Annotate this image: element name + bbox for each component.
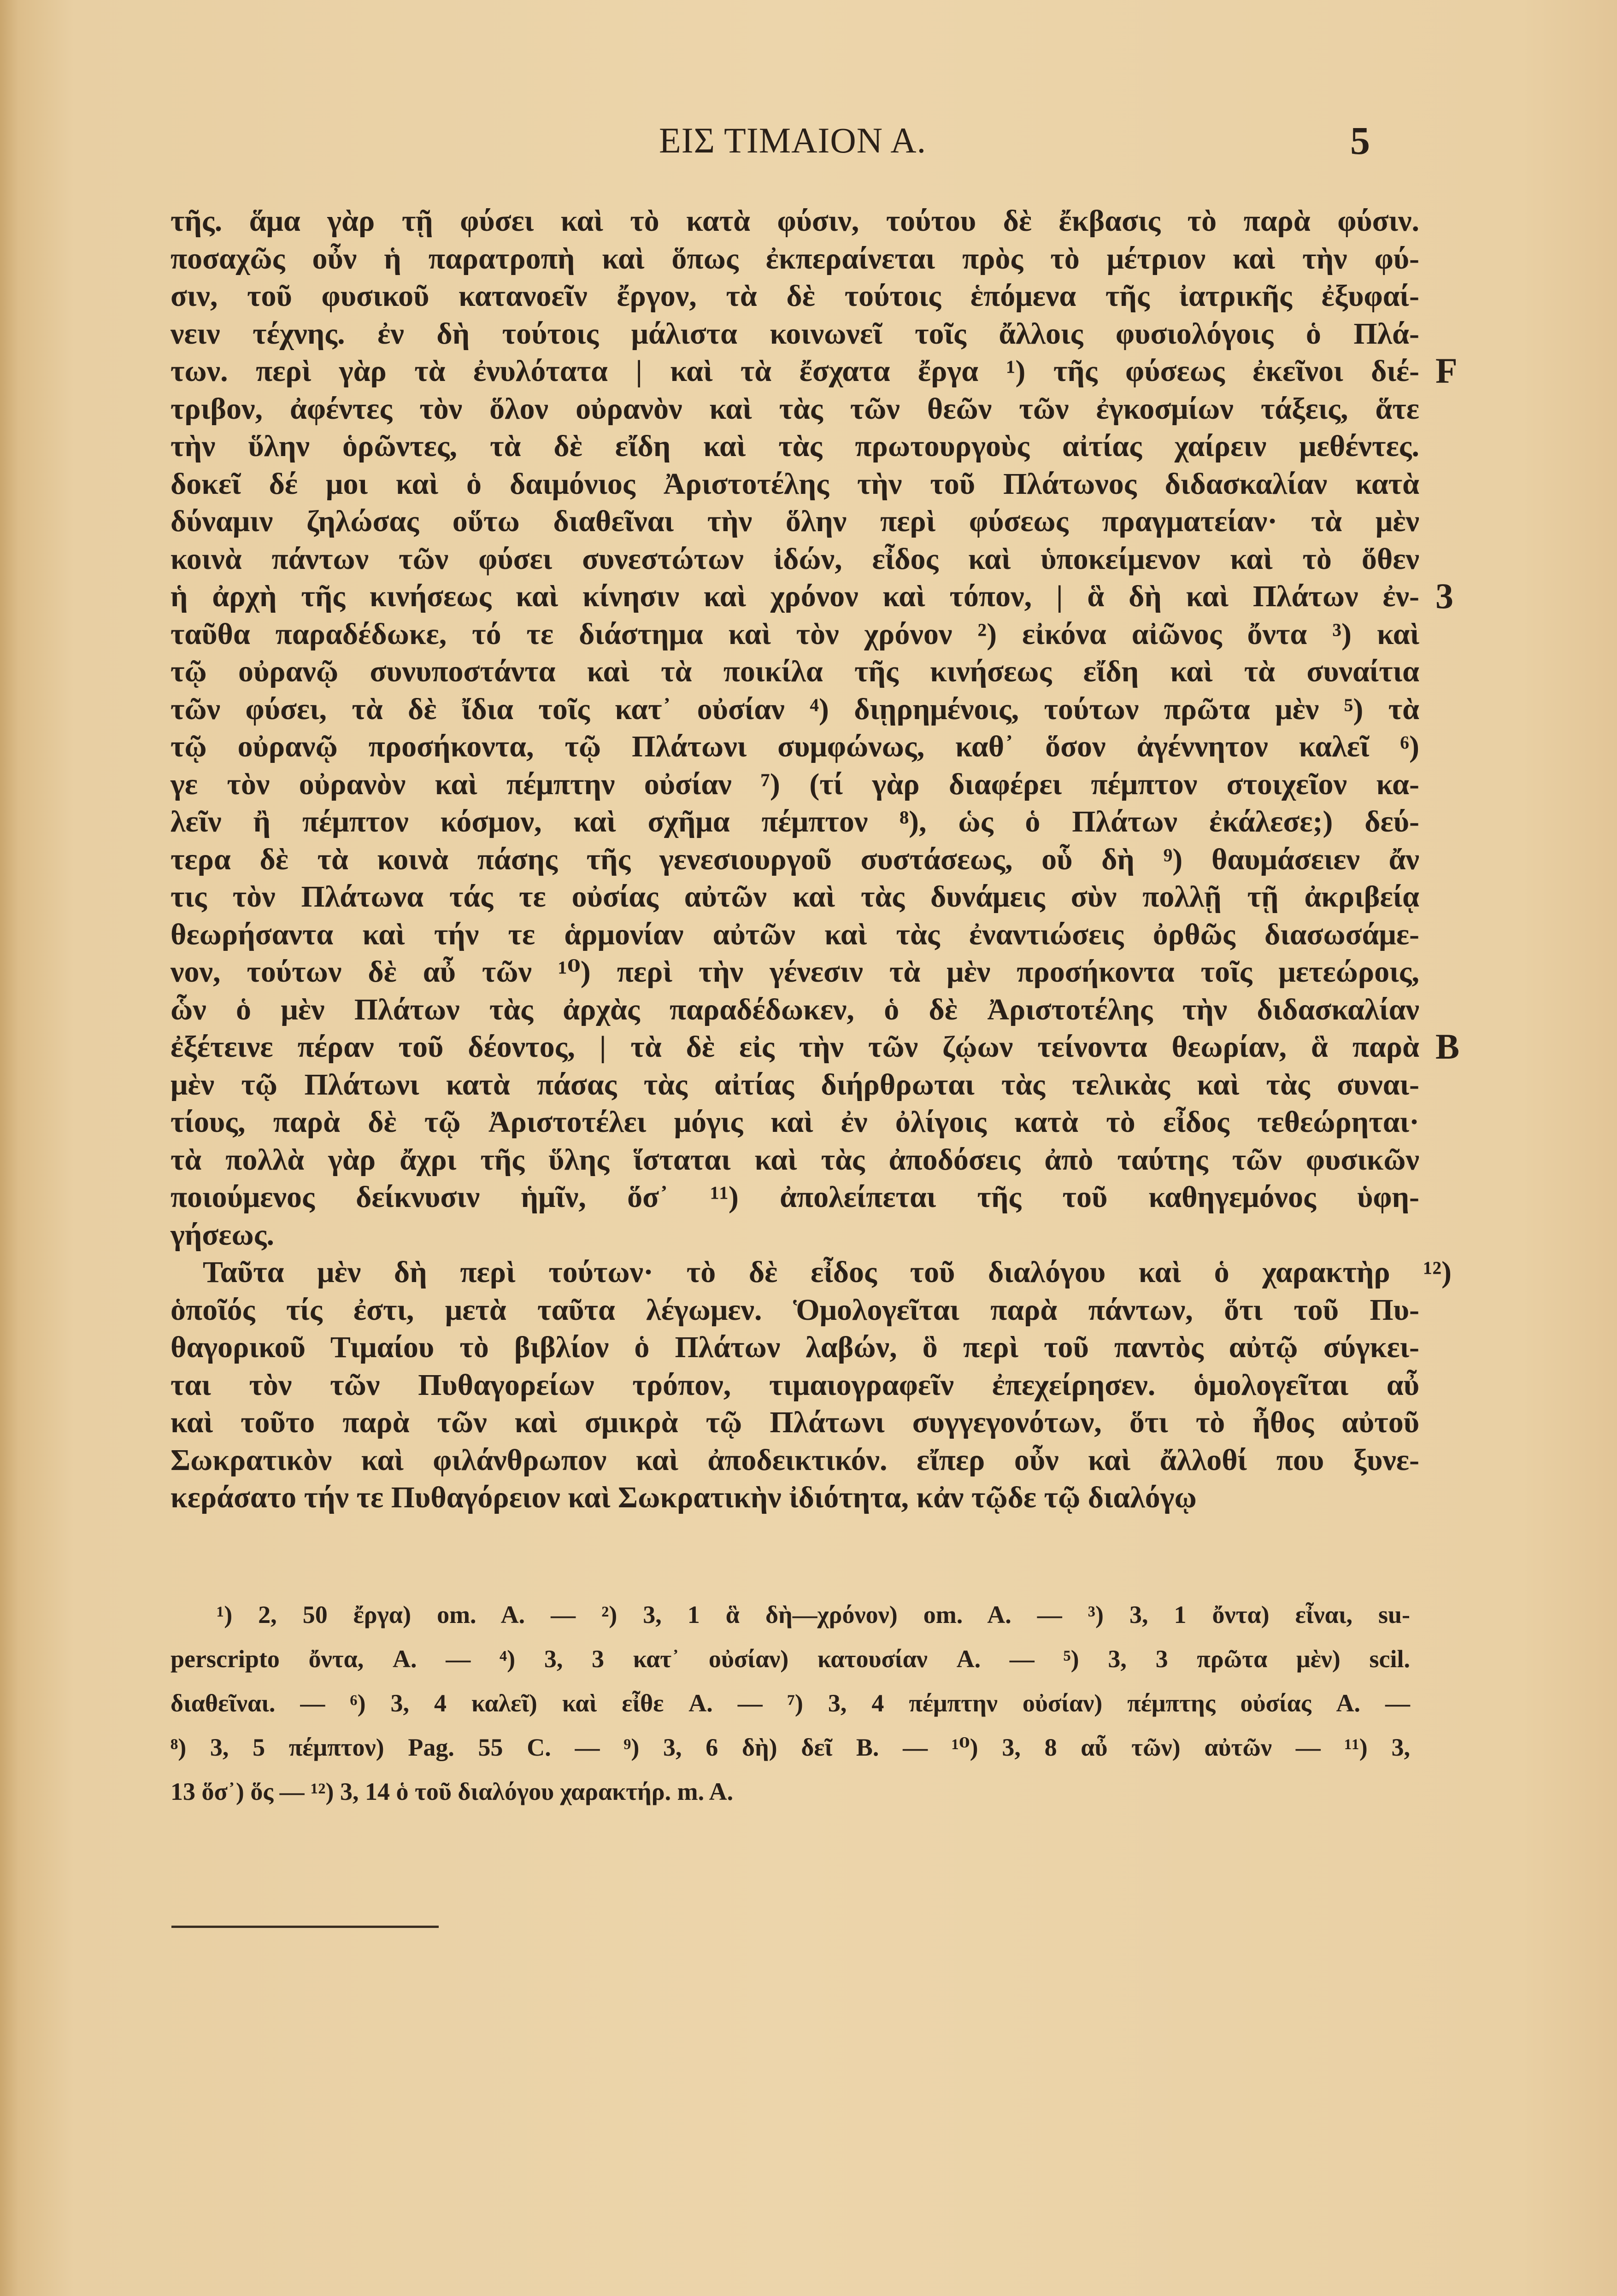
text-line-content: τῷ οὐρανῷ προσήκοντα, τῷ Πλάτωνι συμφώνως, καθ᾽ ὅσον ἀγέννητον καλεῖ ⁶) xyxy=(171,730,1419,763)
text-line-content: καὶ τοῦτο παρὰ τῶν καὶ σμικρὰ τῷ Πλάτωνι συγγεγονότων, ὅτι τὸ ἦθος αὐτοῦ xyxy=(171,1406,1419,1439)
text-line xyxy=(171,278,1419,315)
footnote-line: ⁸) 3, 5 πέμπτον) Pag. 55 C. — ⁹) 3, 6 δὴ) δεῖ B. — ¹⁰) 3, 8 αὖ τῶν) αὐτῶν — ¹¹) 3, xyxy=(171,1734,1410,1761)
text-line-content: τριβον, ἀφέντες τὸν ὅλον οὐρανὸν καὶ τὰς τῶν θεῶν τῶν ἐγκοσμίων τάξεις, ἅτε xyxy=(171,392,1419,426)
text-line xyxy=(171,1329,1419,1366)
text-line xyxy=(171,1404,1419,1441)
running-header: ΕΙΣ ΤΙΜΑΙΟΝ Α. xyxy=(659,120,927,160)
text-line-content: θεωρήσαντα καὶ τήν τε ἁρμονίαν αὐτῶν καὶ τὰς ἐναντιώσεις ὀρθῶς διασωσάμε- xyxy=(171,917,1419,951)
text-line xyxy=(171,503,1419,540)
text-line-content: νειν τέχνης. ἐν δὴ τούτοις μάλιστα κοινωνεῖ τοῖς ἄλλοις φυσιολόγοις ὁ Πλά- xyxy=(171,316,1419,351)
text-line-content: τις τὸν Πλάτωνα τάς τε οὐσίας αὐτῶν καὶ τὰς δυνάμεις σὺν πολλῇ τῇ ἀκριβείᾳ xyxy=(171,880,1419,914)
text-line-content: ποσαχῶς οὖν ἡ παρατροπὴ καὶ ὅπως ἐκπεραίνεται πρὸς τὸ μέτριον καὶ τὴν φύ- xyxy=(171,241,1419,275)
text-line-content: δύναμιν ζηλώσας οὕτω διαθεῖναι τὴν ὅλην περὶ φύσεως πραγματείαν· τὰ μὲν xyxy=(171,504,1419,538)
text-line xyxy=(171,1066,1419,1103)
text-line xyxy=(171,466,1419,503)
text-line-content: νον, τούτων δὲ αὖ τῶν ¹⁰) περὶ τὴν γένεσιν τὰ μὲν προσήκοντα τοῖς μετεώροις, xyxy=(171,955,1419,989)
text-line xyxy=(171,1254,1452,1291)
text-line xyxy=(171,1179,1419,1216)
text-line xyxy=(171,1479,1419,1516)
footnote-line: ¹) 2, 50 ἔργα) om. A. — ²) 3, 1 ἃ δὴ—χρόνον) om. A. — ³) 3, 1 ὄντα) εἶναι, su- xyxy=(217,1601,1410,1628)
text-line xyxy=(171,841,1419,878)
text-line-content: τῷ οὐρανῷ συνυποστάντα καὶ τὰ ποικίλα τῆς κινήσεως εἴδη καὶ τὰ συναίτια xyxy=(171,655,1419,688)
text-line xyxy=(171,428,1419,465)
text-line xyxy=(171,728,1419,765)
text-line xyxy=(171,691,1419,728)
text-line xyxy=(171,766,1419,803)
text-line-content: τῆς. ἅμα γὰρ τῇ φύσει καὶ τὸ κατὰ φύσιν, τούτου δὲ ἔκβασις τὸ παρὰ φύσιν. xyxy=(171,204,1419,238)
text-line xyxy=(171,954,1419,990)
text-line xyxy=(171,1292,1419,1329)
text-line xyxy=(171,1142,1419,1178)
text-line xyxy=(171,616,1419,653)
margin-reference: F xyxy=(1435,351,1458,391)
text-line-content: δοκεῖ δέ μοι καὶ ὁ δαιμόνιος Ἀριστοτέλης τὴν τοῦ Πλάτωνος διδασκαλίαν κατὰ xyxy=(171,467,1419,501)
text-line-content: τερα δὲ τὰ κοινὰ πάσης τῆς γενεσιουργοῦ συστάσεως, οὗ δὴ ⁹) θαυμάσειεν ἄν xyxy=(171,842,1419,876)
text-line-content: τὰ πολλὰ γὰρ ἄχρι τῆς ὕλης ἵσταται καὶ τὰς ἀποδόσεις ἀπὸ ταύτης τῶν φυσικῶν xyxy=(171,1142,1419,1177)
text-line-content: τὴν ὕλην ὁρῶντες, τὰ δὲ εἴδη καὶ τὰς πρωτουργοὺς αἰτίας χαίρειν μεθέντες. xyxy=(171,429,1419,463)
text-line-content: κεράσατο τήν τε Πυθαγόρειον καὶ Σωκρατικὴν ἰδιότητα, κἀν τῷδε τῷ διαλόγῳ xyxy=(171,1481,1197,1514)
text-line-content: θαγορικοῦ Τιμαίου τὸ βιβλίον ὁ Πλάτων λαβών, ὃ περὶ τοῦ παντὸς αὐτῷ σύγκει- xyxy=(171,1330,1419,1364)
text-line-content: γε τὸν οὐρανὸν καὶ πέμπτην οὐσίαν ⁷) (τί γὰρ διαφέρει πέμπτον στοιχεῖον κα- xyxy=(171,767,1419,801)
text-line xyxy=(171,316,1419,352)
footnote-line: διαθεῖναι. — ⁶) 3, 4 καλεῖ) καὶ εἶθε A. — ⁷) 3, 4 πέμπτην οὐσίαν) πέμπτης οὐσίας A. — xyxy=(171,1689,1410,1717)
text-line xyxy=(171,991,1419,1028)
text-line-content: ταῦθα παραδέδωκε, τό τε διάστημα καὶ τὸν χρόνον ²) εἰκόνα αἰῶνος ὄντα ³) καὶ xyxy=(171,617,1419,651)
text-line xyxy=(171,1029,1419,1066)
text-line-content: γήσεως. xyxy=(171,1218,275,1252)
footnote-line: 13 ὅσ᾽) ὅς — ¹²) 3, 14 ὁ τοῦ διαλόγου χαρακτήρ. m. A. xyxy=(171,1778,734,1805)
footnote-rule xyxy=(171,1926,439,1928)
text-line-content: τῶν φύσει, τὰ δὲ ἴδια τοῖς κατ᾽ οὐσίαν ⁴) διῃρημένοις, τούτων πρῶτα μὲν ⁵) τὰ xyxy=(171,692,1419,726)
text-line xyxy=(171,1104,1419,1141)
text-line xyxy=(171,353,1419,390)
margin-reference: B xyxy=(1435,1026,1460,1066)
text-line-content: Σωκρατικὸν καὶ φιλάνθρωπον καὶ ἀποδεικτικόν. εἴπερ οὖν καὶ ἄλλοθί που ξυνε- xyxy=(171,1443,1419,1477)
text-line xyxy=(171,653,1419,690)
text-line xyxy=(171,578,1419,615)
text-line-content: ποιούμενος δείκνυσιν ἡμῖν, ὅσ᾽ ¹¹) ἀπολείπεται τῆς τοῦ καθηγεμόνος ὑφη- xyxy=(171,1180,1419,1214)
text-line-content: ὧν ὁ μὲν Πλάτων τὰς ἀρχὰς παραδέδωκεν, ὁ δὲ Ἀριστοτέλης τὴν διδασκαλίαν xyxy=(171,992,1419,1026)
text-line-content: μὲν τῷ Πλάτωνι κατὰ πάσας τὰς αἰτίας διήρθρωται τὰς τελικὰς καὶ τὰς συναι- xyxy=(171,1067,1419,1101)
footnote-line: perscripto ὄντα, A. — ⁴) 3, 3 κατ᾽ οὐσίαν) κατουσίαν A. — ⁵) 3, 3 πρῶτα μὲν) scil. xyxy=(171,1645,1410,1673)
text-line-content: λεῖν ἢ πέμπτον κόσμον, καὶ σχῆμα πέμπτον ⁸), ὡς ὁ Πλάτων ἐκάλεσε;) δεύ- xyxy=(171,805,1419,838)
text-line-content: ται τὸν τῶν Πυθαγορείων τρόπον, τιμαιογραφεῖν ἐπεχείρησεν. ὁμολογεῖται αὖ xyxy=(171,1368,1419,1402)
text-line xyxy=(171,391,1419,428)
text-line xyxy=(171,803,1419,840)
text-line xyxy=(171,240,1419,277)
text-line-content: των. περὶ γὰρ τὰ ἐνυλότατα | καὶ τὰ ἔσχατα ἔργα ¹) τῆς φύσεως ἐκεῖνοι διέ- xyxy=(171,354,1419,388)
text-line-content: κοινὰ πάντων τῶν φύσει συνεστώτων ἰδών, εἶδος καὶ ὑποκείμενον καὶ τὸ ὅθεν xyxy=(171,542,1419,576)
text-line xyxy=(171,916,1419,953)
text-line-content: ἐξέτεινε πέραν τοῦ δέοντος, | τὰ δὲ εἰς τὴν τῶν ζῴων τείνοντα θεωρίαν, ἃ παρὰ xyxy=(171,1030,1419,1064)
text-line xyxy=(171,879,1419,915)
text-line-content: τίους, παρὰ δὲ τῷ Ἀριστοτέλει μόγις καὶ ἐν ὀλίγοις κατὰ τὸ εἶδος τεθεώρηται· xyxy=(171,1105,1419,1139)
text-line-content: σιν, τοῦ φυσικοῦ κατανοεῖν ἔργον, τὰ δὲ τούτοις ἑπόμενα τῆς ἰατρικῆς ἐξυφαί- xyxy=(171,279,1419,313)
text-line-content: ἡ ἀρχὴ τῆς κινήσεως καὶ κίνησιν καὶ χρόνον καὶ τόπον, | ἃ δὴ καὶ Πλάτων ἐν- xyxy=(171,580,1419,613)
text-line xyxy=(171,1442,1419,1479)
text-line xyxy=(171,203,1419,240)
page-number: 5 xyxy=(1350,118,1370,163)
text-line-content: Ταῦτα μὲν δὴ περὶ τούτων· τὸ δὲ εἶδος τοῦ διαλόγου καὶ ὁ χαρακτὴρ ¹²) xyxy=(203,1255,1452,1289)
text-line xyxy=(171,1217,1419,1253)
text-line xyxy=(171,541,1419,578)
margin-reference: 3 xyxy=(1435,576,1453,616)
text-line xyxy=(171,1367,1419,1404)
text-line-content: ὁποῖός τίς ἐστι, μετὰ ταῦτα λέγωμεν. Ὁμολογεῖται παρὰ πάντων, ὅτι τοῦ Πυ- xyxy=(171,1293,1419,1327)
